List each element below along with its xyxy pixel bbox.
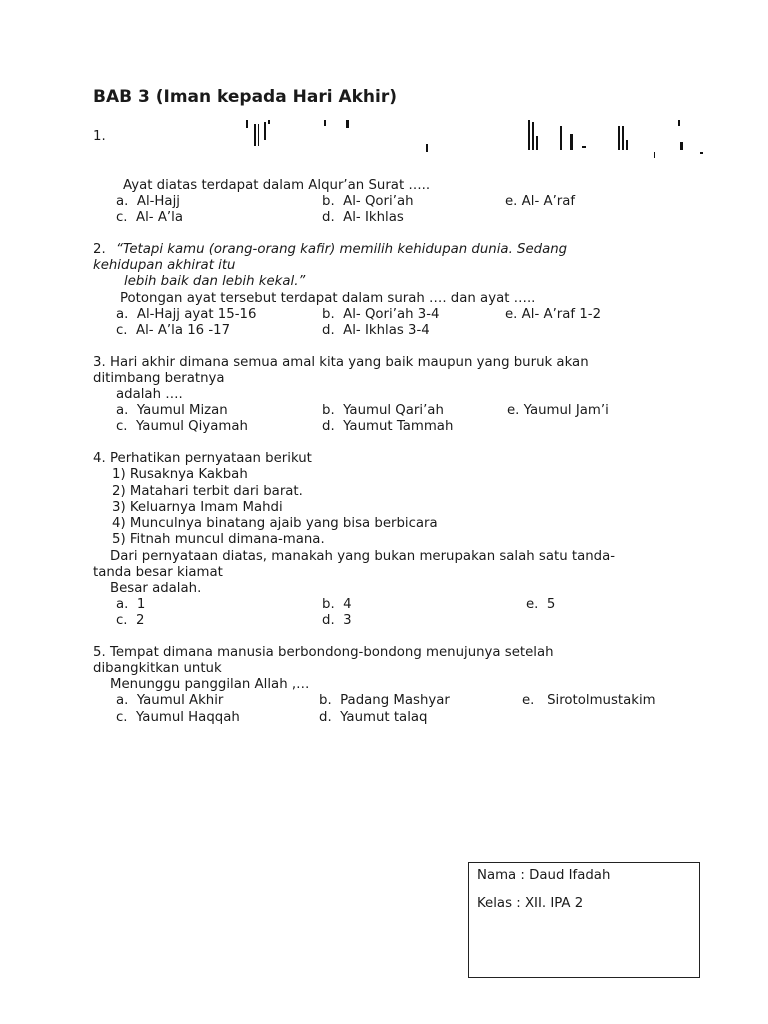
statement-2: 2) Matahari terbit dari barat. <box>112 484 303 499</box>
statement-1: 1) Rusaknya Kakbah <box>112 467 248 482</box>
option-e <box>505 307 601 323</box>
option-label: d. <box>322 210 335 225</box>
question-number: 5. <box>93 645 106 660</box>
question-text: adalah …. <box>116 387 183 402</box>
option-e <box>507 403 609 419</box>
option-label: d. <box>319 710 332 725</box>
option-e <box>505 194 575 210</box>
quote-line: “Tetapi kamu (orang-orang kafir) memilih kehidupan dunia. Sedang <box>116 242 568 257</box>
option-label: e. <box>505 194 518 209</box>
option-d <box>322 323 430 339</box>
option-text: Yaumul Qiyamah <box>136 419 248 434</box>
quote-line: lebih baik dan lebih kekal.” <box>124 274 306 289</box>
option-b <box>322 403 444 419</box>
option-text: 3 <box>343 613 352 628</box>
option-label: c. <box>116 613 128 628</box>
option-b <box>322 194 414 210</box>
option-a <box>116 307 256 323</box>
option-d <box>322 419 453 435</box>
option-text: Al- A’raf <box>521 194 576 209</box>
option-label: b. <box>322 307 335 322</box>
question-text: Hari akhir dimana semua amal kita yang baik maupun yang buruk akan <box>110 355 589 370</box>
option-text: Al- Qori’ah <box>343 194 414 209</box>
option-text: Yaumul Jam’i <box>523 403 609 418</box>
option-text: Yaumul Akhir <box>136 693 224 708</box>
option-label: d. <box>322 613 335 628</box>
option-a <box>116 597 145 613</box>
option-label: c. <box>116 210 128 225</box>
option-label: b. <box>322 597 335 612</box>
option-text: Al- Qori’ah 3-4 <box>343 307 440 322</box>
option-label: a. <box>116 194 129 209</box>
question-text: dibangkitkan untuk <box>93 661 222 676</box>
option-e <box>526 597 555 613</box>
option-b <box>322 307 439 323</box>
option-label: d. <box>322 323 335 338</box>
option-text: 2 <box>136 613 145 628</box>
option-text: Yaumul Mizan <box>136 403 228 418</box>
option-text: Al- A’raf 1-2 <box>521 307 602 322</box>
option-c <box>116 419 248 435</box>
option-c <box>116 613 144 629</box>
statement-4: 4) Munculnya binatang ajaib yang bisa berbicara <box>112 516 438 531</box>
option-label: c. <box>116 323 128 338</box>
question-text: Potongan ayat tersebut terdapat dalam surah …. dan ayat ….. <box>120 291 536 306</box>
option-d <box>319 710 427 726</box>
question-text: ditimbang beratnya <box>93 371 225 386</box>
option-text: 5 <box>546 597 556 612</box>
option-label: e. <box>522 693 535 708</box>
option-label: a. <box>116 597 129 612</box>
option-a <box>116 693 223 709</box>
option-text: 1 <box>136 597 146 612</box>
quote-line: kehidupan akhirat itu <box>93 258 236 273</box>
option-e <box>522 693 656 709</box>
question-text: Menunggu panggilan Allah ,… <box>110 677 310 692</box>
option-c <box>116 323 230 339</box>
option-label: e. <box>507 403 520 418</box>
option-label: a. <box>116 307 129 322</box>
option-d <box>322 613 352 629</box>
arabic-verse-image <box>240 116 710 160</box>
option-c <box>116 710 240 726</box>
page-title: BAB 3 (Iman kepada Hari Akhir) <box>93 87 397 107</box>
statement-5: 5) Fitnah muncul dimana-mana. <box>112 532 325 547</box>
question-text: Ayat diatas terdapat dalam Alqur’an Surat ….. <box>123 178 431 193</box>
option-text: Al-Hajj ayat 15-16 <box>136 307 257 322</box>
option-label: e. <box>526 597 539 612</box>
question-text: Dari pernyataan diatas, manakah yang bukan merupakan salah satu tanda- <box>110 549 616 564</box>
option-label: c. <box>116 710 128 725</box>
option-label: d. <box>322 419 335 434</box>
option-label: b. <box>322 194 335 209</box>
statement-3: 3) Keluarnya Imam Mahdi <box>112 500 283 515</box>
option-text: Padang Mashyar <box>340 693 450 708</box>
option-text: Al- A’la <box>136 210 183 225</box>
option-text: Yaumut Tammah <box>343 419 454 434</box>
option-text: Al- Ikhlas 3-4 <box>343 323 430 338</box>
student-name: Nama : Daud Ifadah <box>477 868 611 883</box>
option-label: c. <box>116 419 128 434</box>
option-text: Sirotolmustakim <box>547 693 656 708</box>
question-text: Besar adalah. <box>110 581 202 596</box>
option-text: Al- Ikhlas <box>343 210 404 225</box>
question-text: Tempat dimana manusia berbondong-bondong menujunya setelah <box>110 645 554 660</box>
option-label: e. <box>505 307 518 322</box>
option-label: b. <box>319 693 332 708</box>
option-text: Yaumul Qari’ah <box>343 403 444 418</box>
option-a <box>116 194 180 210</box>
student-class: Kelas : XII. IPA 2 <box>477 896 584 911</box>
option-a <box>116 403 228 419</box>
option-label: a. <box>116 403 129 418</box>
question-number: 2. <box>93 242 106 257</box>
option-b <box>322 597 352 613</box>
option-label: b. <box>322 403 335 418</box>
student-identity-box <box>468 862 700 978</box>
question-number: 1. <box>93 129 106 144</box>
question-text: Perhatikan pernyataan berikut <box>110 451 312 466</box>
option-text: Yaumut talaq <box>340 710 428 725</box>
question-number: 4. <box>93 451 106 466</box>
question-number: 3. <box>93 355 106 370</box>
option-text: Al-Hajj <box>136 194 180 209</box>
option-c <box>116 210 183 226</box>
question-text: tanda besar kiamat <box>93 565 223 580</box>
option-d <box>322 210 404 226</box>
option-label: a. <box>116 693 129 708</box>
option-text: 4 <box>343 597 352 612</box>
option-b <box>319 693 450 709</box>
option-text: Yaumul Haqqah <box>136 710 240 725</box>
option-text: Al- A’la 16 -17 <box>136 323 231 338</box>
